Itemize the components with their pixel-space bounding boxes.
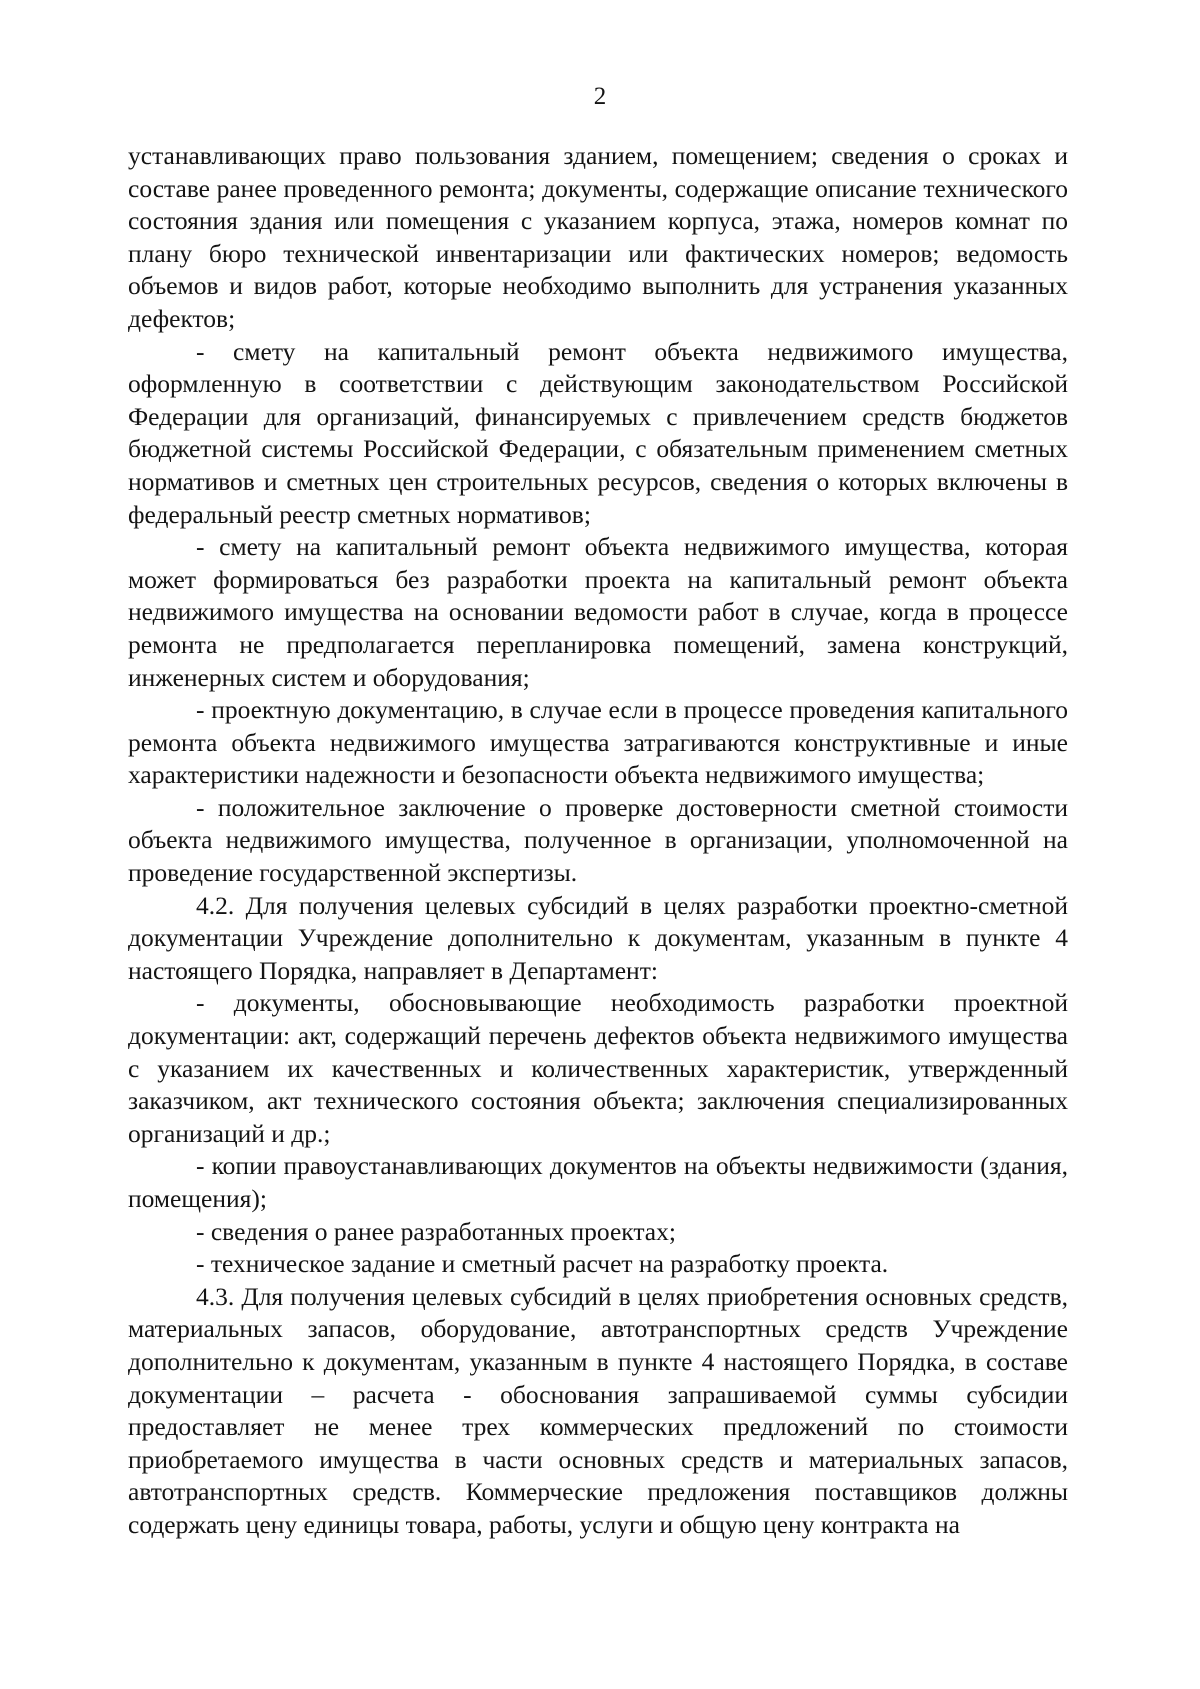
section-4-3-paragraph: 4.3. Для получения целевых субсидий в целях приобретения основных средств, материальных запасов, оборудование, автотранспортных средств Учреждение дополнительно к документам, указанным в пункте 4 настоящего Порядка, в составе документации – расчета - обоснования запрашиваемой суммы субсидии предоставляет не менее трех коммерческих предложений по стоимости приобретаемого имущества в части основных средств и материальных запасов, автотранспортных средств. Коммерческие предложения поставщиков должны содержать цену единицы товара, работы, услуги и общую цену контракта на [128, 1281, 1068, 1539]
list-item-title-documents: - копии правоустанавливающих документов на объекты недвижимости (здания, помещения); [128, 1151, 1068, 1213]
document-body [128, 140, 1068, 1542]
section-4-2-paragraph: 4.2. Для получения целевых субсидий в целях разработки проектно-сметной документации Учреждение дополнительно к документам, указанным в пункте 4 настоящего Порядка, направляет в Департамент: [128, 890, 1068, 985]
list-item-technical-assignment: - техническое задание и сметный расчет на разработку проекта. [196, 1249, 889, 1279]
list-item-project-documentation: - проектную документацию, в случае если в процессе проведения капитального ремонта объекта недвижимого имущества затрагиваются конструктивные и иные характеристики надежности и безопасности объекта недвижимого имущества; [128, 695, 1068, 790]
list-item-previous-projects: - сведения о ранее разработанных проектах; [196, 1216, 676, 1246]
list-item-estimate-without-project: - смету на капитальный ремонт объекта недвижимого имущества, которая может формироваться без разработки проекта на капитальный ремонт объекта недвижимого имущества на основании ведомости работ в случае, когда в процессе ремонта не предполагается перепланировка помещений, замена конструкций, инженерных систем и оборудования; [128, 532, 1068, 692]
page-number: 2 [593, 83, 607, 110]
list-item-repair-estimate: - смету на капитальный ремонт объекта недвижимого имущества, оформленную в соответствии с действующим законодательством Российской Федерации для организаций, финансируемых с привлечением средств бюджетов бюджетной системы Российской Федерации, с обязательным применением сметных нормативов и сметных цен строительных ресурсов, сведения о которых включены в федеральный реестр сметных нормативов; [128, 336, 1068, 529]
list-item-expertise-conclusion: - положительное заключение о проверке достоверности сметной стоимости объекта недвижимого имущества, полученное в организации, уполномоченной на проведение государственной экспертизы. [128, 792, 1068, 888]
list-item-justification-documents: - документы, обосновывающие необходимость разработки проектной документации: акт, содержащий перечень дефектов объекта недвижимого имущества с указанием их качественных и количественных характеристик, утвержденный заказчиком, акт технического состояния объекта; заключения специализированных организаций и др.; [128, 988, 1068, 1148]
paragraph-continuation: устанавливающих право пользования зданием, помещением; сведения о сроках и составе ранее проведенного ремонта; документы, содержащие описание технического состояния здания или помещения с указанием корпуса, этажа, номеров комнат по плану бюро технической инвентаризации или фактических номеров; ведомость объемов и видов работ, которые необходимо выполнить для устранения указанных дефектов; [128, 141, 1068, 333]
